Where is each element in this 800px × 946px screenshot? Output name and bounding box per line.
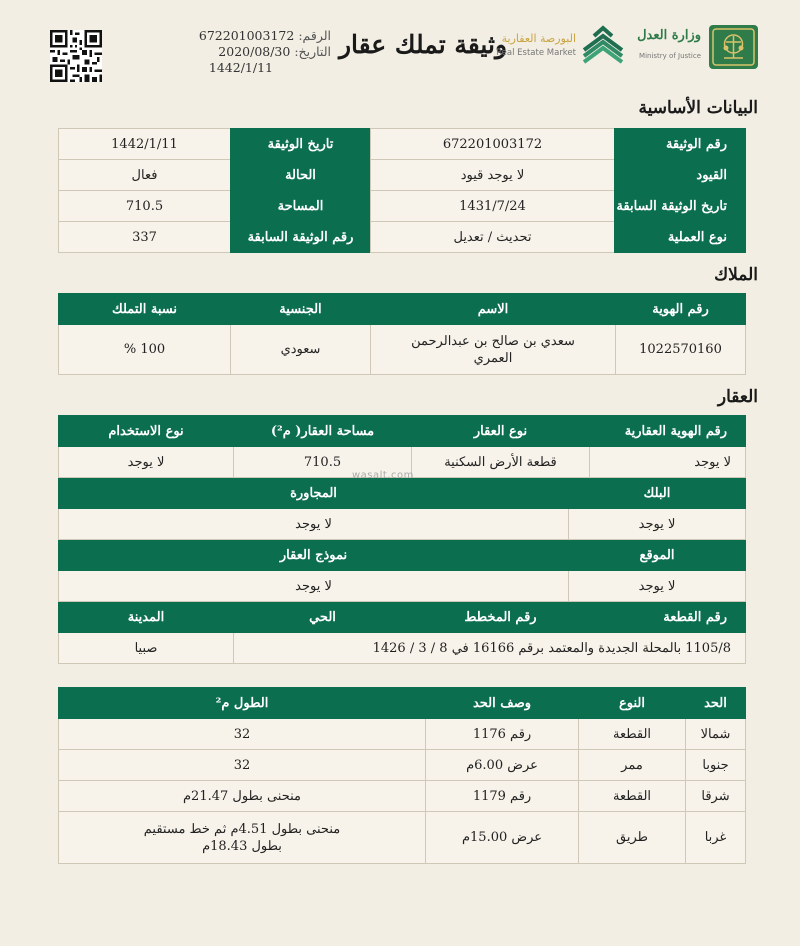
value-adjacent: لا يوجد <box>59 509 569 540</box>
header-property-id: رقم الهوية العقارية <box>590 416 746 447</box>
table-header-row <box>59 688 746 719</box>
boundary-type: القطعة <box>579 719 686 750</box>
value-status: فعال <box>59 160 231 191</box>
owner-id: 1022570160 <box>616 325 746 375</box>
table-row <box>59 509 746 540</box>
table-row <box>59 719 746 750</box>
boundary-type: طريق <box>579 812 686 864</box>
header-boundary-type: النوع <box>579 688 686 719</box>
boundary-desc: رقم 1179 <box>426 781 579 812</box>
owner-nationality: سعودي <box>231 325 371 375</box>
document-header <box>58 0 745 92</box>
doc-number: 672201003172 <box>198 28 295 43</box>
value-operation-type: تحديث / تعديل <box>371 222 615 253</box>
owners-section-title: الملاك <box>714 265 758 285</box>
document-title: وثيقة تملك عقار <box>338 30 508 59</box>
header-city: المدينة <box>59 602 234 633</box>
table-row <box>59 325 746 375</box>
label-prev-doc-number: رقم الوثيقة السابقة <box>231 222 371 253</box>
table-row <box>59 781 746 812</box>
doc-date-label: التاريخ: <box>294 44 331 59</box>
value-restrictions: لا يوجد قيود <box>371 160 615 191</box>
label-status: الحالة <box>231 160 371 191</box>
header-property-area: مساحة العقار( م²) <box>234 416 412 447</box>
header-district: الحي <box>234 602 412 633</box>
property-section-title: العقار <box>717 387 758 407</box>
table-header-row <box>59 416 746 447</box>
header-boundary-length: الطول م² <box>59 688 426 719</box>
logos <box>481 20 761 76</box>
moj-name-en: Ministry of Justice <box>639 52 701 60</box>
header-property-type: نوع العقار <box>412 416 590 447</box>
header-property-model: نموذج العقار <box>59 540 569 571</box>
boundaries-table <box>58 687 746 864</box>
table-row <box>59 633 746 664</box>
label-prev-doc-date: تاريخ الوثيقة السابقة <box>615 191 746 222</box>
table-header-row <box>59 602 746 633</box>
value-property-model: لا يوجد <box>59 571 569 602</box>
boundary-length: منحنى بطول 4.51م ثم خط مستقيم بطول 18.43م <box>59 812 426 864</box>
table-row <box>59 222 746 253</box>
value-prev-doc-date: 1431/7/24 <box>371 191 615 222</box>
boundary-direction: شمالا <box>686 719 746 750</box>
value-property-type: قطعة الأرض السكنية <box>412 447 590 478</box>
header-boundary-desc: وصف الحد <box>426 688 579 719</box>
header-name: الاسم <box>371 294 616 325</box>
table-row <box>59 571 746 602</box>
boundary-type: القطعة <box>579 781 686 812</box>
watermark: wasalt.com <box>352 470 414 481</box>
label-operation-type: نوع العملية <box>615 222 746 253</box>
table-header-row <box>59 478 746 509</box>
boundary-desc: عرض 6.00م <box>426 750 579 781</box>
boundary-length: 32 <box>59 719 426 750</box>
label-area: المساحة <box>231 191 371 222</box>
header-nationality: الجنسية <box>231 294 371 325</box>
real-estate-market-logo-icon <box>580 22 626 68</box>
header-plot-number: رقم القطعة <box>590 602 746 633</box>
boundary-desc: رقم 1176 <box>426 719 579 750</box>
header-boundary: الحد <box>686 688 746 719</box>
owner-ownership: 100 % <box>59 325 231 375</box>
label-doc-number: رقم الوثيقة <box>615 129 746 160</box>
header-location: الموقع <box>569 540 746 571</box>
value-city: صبيا <box>59 633 234 664</box>
value-doc-number: 672201003172 <box>371 129 615 160</box>
property-table <box>58 415 746 664</box>
value-usage-type: لا يوجد <box>59 447 234 478</box>
moj-name-ar: وزارة العدل <box>637 28 701 43</box>
basic-info-table <box>58 128 746 253</box>
basic-section-title: البيانات الأساسية <box>638 98 758 118</box>
ministry-of-justice-logo-icon <box>706 22 761 72</box>
table-row <box>59 160 746 191</box>
table-row <box>59 129 746 160</box>
doc-number-label: الرقم: <box>298 28 331 43</box>
boundary-type: ممر <box>579 750 686 781</box>
table-header-row <box>59 540 746 571</box>
table-row <box>59 750 746 781</box>
value-plan-details: 1105/8 بالمحلة الجديدة والمعتمد برقم 16166 في 8 / 3 / 1426 <box>234 633 746 664</box>
value-area: 710.5 <box>59 191 231 222</box>
qr-code-icon <box>50 30 102 82</box>
header-usage-type: نوع الاستخدام <box>59 416 234 447</box>
doc-date-hijri: 1442/1/11 <box>208 60 273 75</box>
boundary-length: 32 <box>59 750 426 781</box>
table-row <box>59 191 746 222</box>
header-block: البلك <box>569 478 746 509</box>
boundary-desc: عرض 15.00م <box>426 812 579 864</box>
label-doc-date: تاريخ الوثيقة <box>231 129 371 160</box>
header-plan-number: رقم المخطط <box>412 602 590 633</box>
value-doc-date: 1442/1/11 <box>59 129 231 160</box>
header-ownership: نسبة التملك <box>59 294 231 325</box>
owner-name: سعدي بن صالح بن عبدالرحمن العمري <box>371 325 616 375</box>
value-location: لا يوجد <box>569 571 746 602</box>
table-row <box>59 812 746 864</box>
header-adjacent: المجاورة <box>59 478 569 509</box>
boundary-direction: شرقا <box>686 781 746 812</box>
boundary-direction: غربا <box>686 812 746 864</box>
value-property-area: 710.5 <box>234 447 412 478</box>
label-restrictions: القيود <box>615 160 746 191</box>
header-id: رقم الهوية <box>616 294 746 325</box>
value-property-id: لا يوجد <box>590 447 746 478</box>
boundary-direction: جنوبا <box>686 750 746 781</box>
doc-date-gregorian: 2020/08/30 <box>218 44 291 59</box>
rem-name-ar: البورصة العقارية <box>501 32 576 45</box>
boundary-length: منحنى بطول 21.47م <box>59 781 426 812</box>
rem-name-en: Real Estate Market <box>496 48 576 58</box>
value-block: لا يوجد <box>569 509 746 540</box>
table-header-row <box>59 294 746 325</box>
value-prev-doc-number: 337 <box>59 222 231 253</box>
owners-table <box>58 293 746 375</box>
